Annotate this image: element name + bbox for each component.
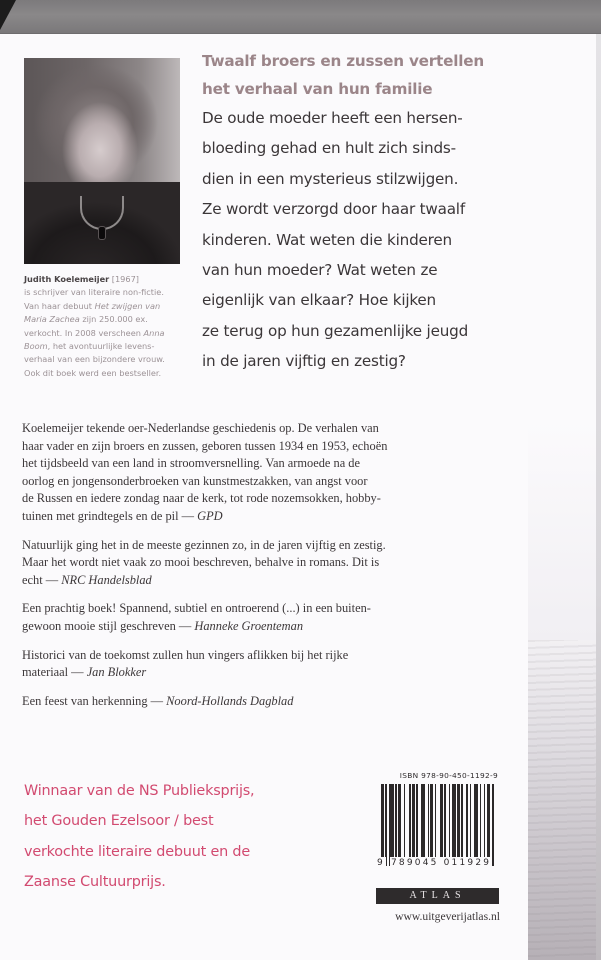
publisher-logo: ATLAS: [376, 888, 499, 904]
top-corner-shadow: [0, 0, 16, 30]
intro-line: kinderen. Wat weten die kinderen: [202, 230, 452, 249]
award-line: Winnaar van de NS Publieksprijs,: [24, 783, 255, 799]
author-bio-line: Maria Zachea zijn 250.000 ex.: [24, 314, 148, 325]
sea-photo-fade: [528, 420, 596, 640]
isbn-barcode: [376, 770, 498, 869]
author-photo-pendant: [98, 226, 106, 240]
press-reviews: [22, 420, 522, 721]
review-source: Hanneke Groenteman: [194, 618, 304, 633]
author-name: Judith Koelemeijer: [24, 274, 110, 284]
review-quote: Koelemeijer tekende oer-Nederlandse geschiedenis op. De verhalen van haar vader en zijn broers en zussen, geboren tussen 1934 en 1953, echoën het tijdsbeeld van een land in stroomversnelling. Van armoede na de oorlog en jongensonderbroeken van kunstmestzakken, van angst voor de Russen en iedere zondag naar de kerk, tot rode nozemsokken, hobby- tuinen met grindtegels en de pil — GPD: [22, 421, 388, 523]
review-quote: Een prachtig boek! Spannend, subtiel en ontroerend (...) in een buiten- gewoon mooie stijl geschreven — Hanneke Groenteman: [22, 601, 371, 633]
review-quote: Natuurlijk ging het in de meeste gezinnen zo, in de jaren vijftig en zestig. Maar het wordt niet vaak zo mooi beschreven, behalve in romans. Dit is echt — NRC Handelsblad: [22, 537, 386, 587]
author-bio: [24, 273, 194, 380]
author-bio-line: verkocht. In 2008 verscheen Anna: [24, 327, 165, 338]
isbn-label: ISBN 978-90-450-1192-9: [399, 771, 498, 780]
review-source: NRC Handelsblad: [61, 572, 152, 587]
top-edge-band: [0, 0, 601, 34]
review-source: Jan Blokker: [86, 665, 147, 680]
intro-line: in de jaren vijftig en zestig?: [202, 352, 406, 371]
award-line: verkochte literaire debuut en de: [24, 843, 250, 860]
award-line: Zaanse Cultuurprijs.: [24, 874, 166, 891]
author-bio-line: Van haar debuut Het zwijgen van: [24, 300, 161, 311]
author-photo: [24, 58, 180, 264]
barcode-digits: 9 789045 011929: [377, 858, 492, 868]
sea-photo-strip: [528, 640, 596, 960]
author-bio-line: Boom, het avontuurlijke levens-: [24, 341, 155, 352]
intro-line: bloeding gehad en hult zich sinds-: [202, 139, 456, 158]
headline-line: Twaalf broers en zussen vertellen: [202, 52, 484, 70]
intro-line: ze terug op hun gezamenlijke jeugd: [202, 321, 469, 340]
intro-line: eigenlijk van elkaar? Hoe kijken: [202, 291, 436, 310]
award-line: het Gouden Ezelsoor / best: [24, 813, 214, 830]
author-bio-line: is schrijver van literaire non-fictie.: [24, 287, 164, 298]
blurb-headline: [202, 47, 502, 103]
intro-line: dien in een mysterieus stilzwijgen.: [202, 169, 459, 188]
cover-right-edge: [596, 34, 601, 960]
author-birth-year: [1967]: [111, 274, 140, 284]
intro-line: van hun moeder? Wat weten ze: [202, 261, 438, 280]
author-bio-line: Ook dit boek werd een bestseller.: [24, 367, 162, 378]
review-quote: Historici van de toekomst zullen hun vingers aflikken bij het rijke materiaal — Jan Blokker: [22, 647, 349, 680]
review-source: Noord-Hollands Dagblad: [166, 693, 294, 708]
intro-line: Ze wordt verzorgd door haar twaalf: [202, 200, 465, 219]
blurb-intro: [202, 103, 502, 377]
review-source: GPD: [197, 508, 223, 523]
author-bio-line: verhaal van een bijzondere vrouw.: [24, 354, 165, 365]
headline-line: het verhaal van hun familie: [202, 80, 433, 98]
publisher-website: www.uitgeverijatlas.nl: [395, 910, 500, 923]
barcode-bars: [381, 784, 497, 866]
review-quote: Een feest van herkenning — Noord-Hollands Dagblad: [22, 693, 294, 708]
awards-text: [24, 776, 354, 898]
intro-line: De oude moeder heeft een hersen-: [202, 109, 463, 127]
author-bio-heading: [24, 273, 194, 286]
